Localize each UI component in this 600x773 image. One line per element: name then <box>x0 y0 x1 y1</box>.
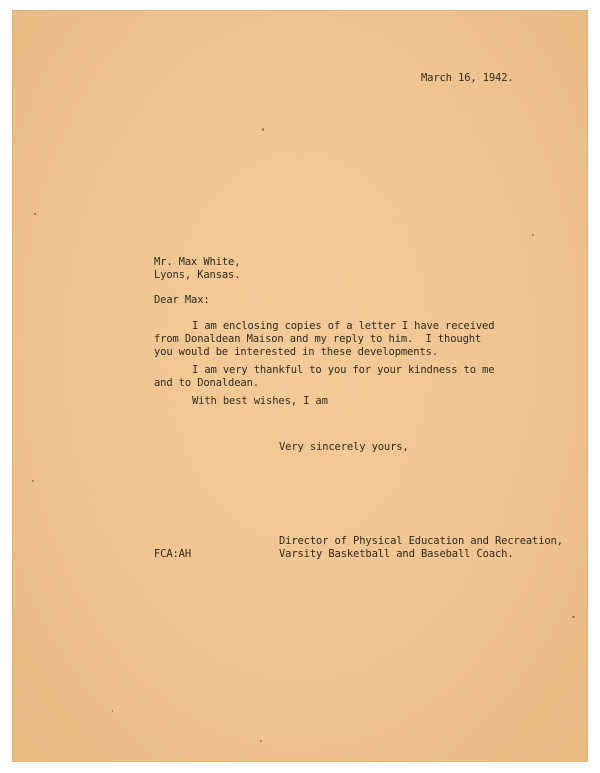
paper-speck <box>532 234 534 236</box>
signature-title-line-1: Director of Physical Education and Recreation, <box>279 535 563 547</box>
recipient-name: Mr. Max White, <box>154 256 241 268</box>
paragraph-2-line-1: I am very thankful to you for your kindness to me <box>192 364 495 376</box>
paper-speck <box>572 616 575 618</box>
paragraph-1-line-3: you would be interested in these developments. <box>154 346 438 358</box>
paper-speck <box>32 480 34 482</box>
paper-speck <box>112 710 113 712</box>
paragraph-2-line-2: and to Donaldean. <box>154 377 259 389</box>
paragraph-1-line-1: I am enclosing copies of a letter I have received <box>192 320 495 332</box>
recipient-location: Lyons, Kansas. <box>154 269 241 281</box>
signature-title-line-2: Varsity Basketball and Baseball Coach. <box>279 548 514 560</box>
letter-paper <box>12 10 588 762</box>
paragraph-3: With best wishes, I am <box>192 395 328 407</box>
reference-initials: FCA:AH <box>154 548 192 560</box>
paragraph-1-line-2: from Donaldean Maison and my reply to him. I thought <box>154 333 482 345</box>
paper-speck <box>262 128 264 131</box>
paper-speck <box>34 213 36 215</box>
paper-speck <box>260 740 262 742</box>
salutation: Dear Max: <box>154 294 210 306</box>
closing: Very sincerely yours, <box>279 441 409 453</box>
letter-date: March 16, 1942. <box>421 72 514 84</box>
